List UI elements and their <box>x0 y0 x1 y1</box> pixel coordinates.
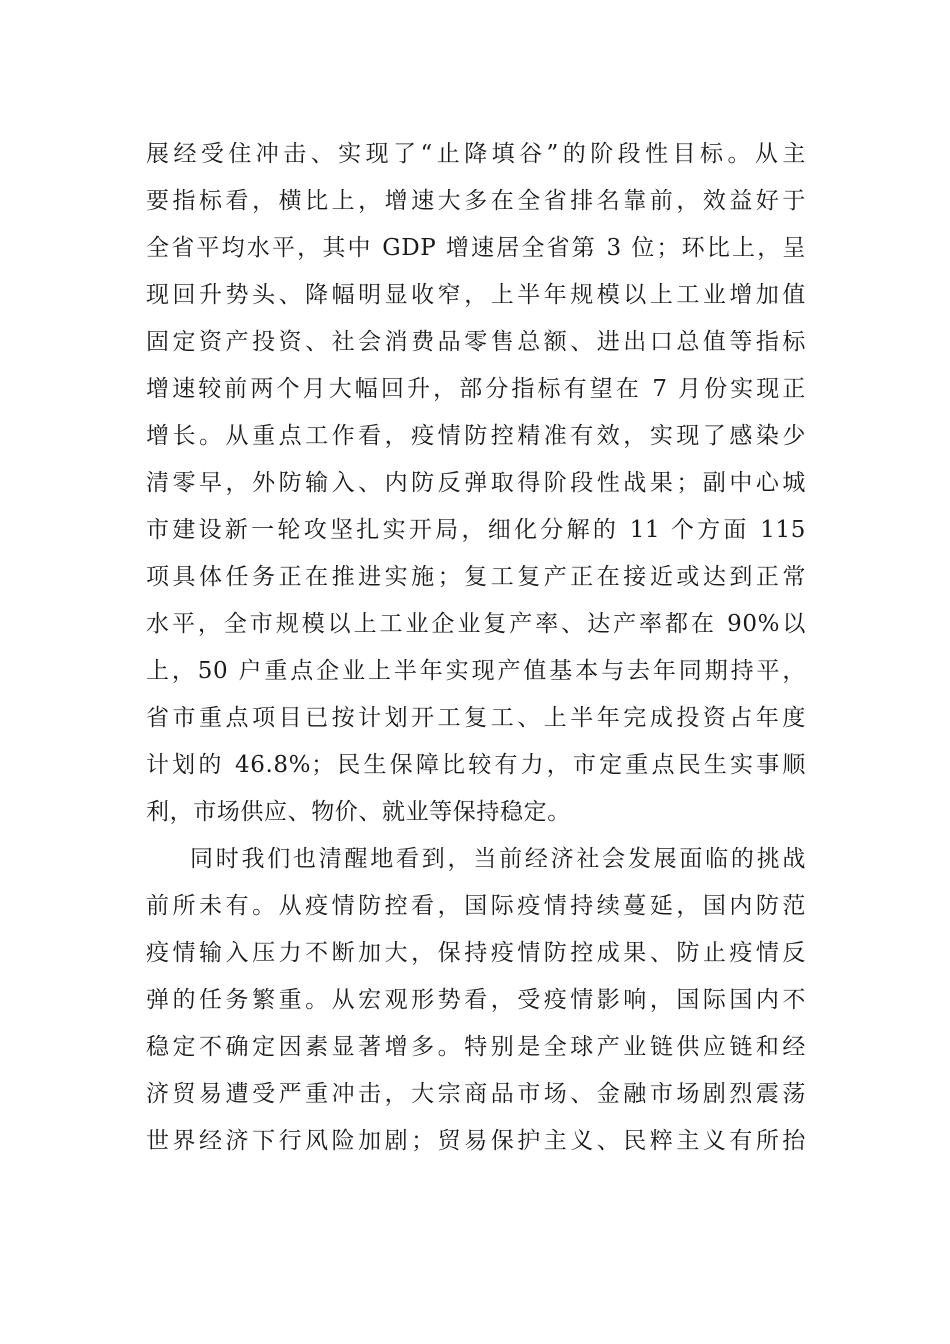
text-line: 要指标看，横比上，增速大多在全省排名靠前，效益好于 <box>146 188 806 214</box>
text-line: 疫情输入压力不断加大，保持疫情防控成果、防止疫情反 <box>146 940 806 966</box>
text-line: 利，市场供应、物价、就业等保持稳定。 <box>146 799 571 825</box>
text-line: 展经受住冲击、实现了“止降填谷”的阶段性目标。从主 <box>146 141 806 167</box>
text-line: 水平，全市规模以上工业企业复产率、达产率都在 90%以 <box>146 611 806 637</box>
text-line: 前所未有。从疫情防控看，国际疫情持续蔓延，国内防范 <box>146 893 806 919</box>
text-line: 世界经济下行风险加剧；贸易保护主义、民粹主义有所抬 <box>146 1128 806 1154</box>
text-line: 项具体任务正在推进实施；复工复产正在接近或达到正常 <box>146 564 806 590</box>
text-line: 增长。从重点工作看，疫情防控精准有效，实现了感染少 <box>146 423 806 449</box>
text-line: 上，50 户重点企业上半年实现产值基本与去年同期持平， <box>146 658 806 684</box>
text-line: 济贸易遭受严重冲击，大宗商品市场、金融市场剧烈震荡 <box>146 1081 806 1107</box>
text-line: 全省平均水平，其中 GDP 增速居全省第 3 位；环比上，呈 <box>146 235 806 261</box>
text-line: 市建设新一轮攻坚扎实开局，细化分解的 11 个方面 115 <box>146 517 806 543</box>
text-line: 固定资产投资、社会消费品零售总额、进出口总值等指标 <box>146 329 806 355</box>
text-line: 增速较前两个月大幅回升，部分指标有望在 7 月份实现正 <box>146 376 806 402</box>
text-line: 弹的任务繁重。从宏观形势看，受疫情影响，国际国内不 <box>146 987 806 1013</box>
text-line: 省市重点项目已按计划开工复工、上半年完成投资占年度 <box>146 705 806 731</box>
text-line: 现回升势头、降幅明显收窄，上半年规模以上工业增加值 <box>146 282 806 308</box>
text-line: 同时我们也清醒地看到，当前经济社会发展面临的挑战 <box>190 846 806 872</box>
text-line: 稳定不确定因素显著增多。特别是全球产业链供应链和经 <box>146 1034 806 1060</box>
text-line: 计划的 46.8%；民生保障比较有力，市定重点民生实事顺 <box>146 752 806 778</box>
text-line: 清零早，外防输入、内防反弹取得阶段性战果；副中心城 <box>146 470 806 496</box>
